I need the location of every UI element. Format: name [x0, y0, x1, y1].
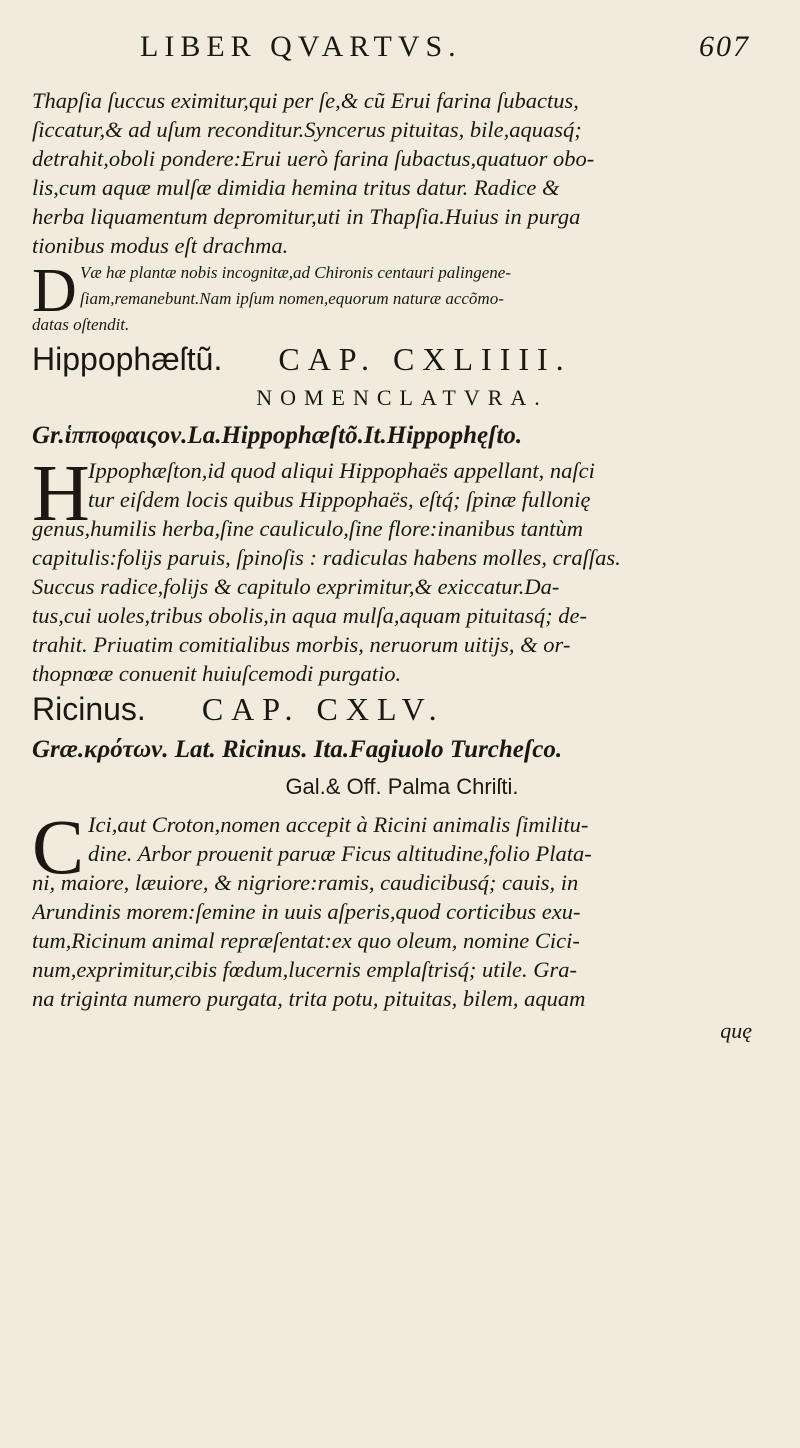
running-title: LIBER QVARTVS. [140, 30, 462, 63]
chapter-number: CAP. CXLIIII. [278, 341, 572, 377]
text-line: tus,cui uoles,tribus obolis,in aqua mulſa,aquam pituitasq́; de- [32, 603, 587, 628]
chapter-number: CAP. CXLV. [201, 691, 445, 727]
text-line: ſiam,remanebunt.Nam ipſum nomen,equorum naturæ accõmo- [80, 289, 504, 308]
text-line: Ippophæſton,id quod aliqui Hippophaës appellant, naſci [88, 458, 595, 483]
text-line: num,exprimitur,cibis fœdum,lucernis emplaſtrisq́; utile. Gra- [32, 957, 577, 982]
text-line: Thapſia ſuccus eximitur,qui per ſe,& cũ Erui farina ſubactus, [32, 88, 579, 113]
chapter-title: Hippophæſtũ. [32, 341, 223, 377]
text-line: Succus radice,folijs & capitulo exprimitur,& exiccatur.Da- [32, 574, 560, 599]
text-line: thopnœæ conuenit huiuſcemodi purgatio. [32, 661, 402, 686]
text-line: lis,cum aquæ mulſæ dimidia hemina tritus datur. Radice & [32, 175, 560, 200]
text-line: tionibus modus eſt drachma. [32, 233, 289, 258]
synonyms-line: Gr.ἱπποφαιςον.La.Hippophæſtõ.It.Hippophęſto. [32, 422, 523, 449]
thapsia-paragraph [32, 86, 772, 260]
catchword: quę [720, 1018, 752, 1043]
drop-cap: D [32, 257, 77, 325]
chapter-heading [32, 338, 772, 380]
text-line: Væ hæ plantæ nobis incognitæ,ad Chironis centauri palingene- [80, 263, 511, 282]
text-line: genus,humilis herba,ſine cauliculo,ſine flore:inanibus tantùm [32, 516, 583, 541]
text-line: trahit. Priuatim comitialibus morbis, neruorum uitijs, & or- [32, 632, 571, 657]
text-line: ſiccatur,& ad uſum reconditur.Syncerus pituitas, bile,aquasq́; [32, 117, 582, 142]
text-line: datas oſtendit. [32, 315, 130, 334]
page-body [32, 86, 772, 1049]
drop-cap: H [32, 450, 90, 538]
text-line: capitulis:folijs paruis, ſpinoſis : radiculas habens molles, craſſas. [32, 545, 621, 570]
gallic-name-line: Gal.& Off. Palma Chriſti. [285, 774, 519, 799]
chapter-title: Ricinus. [32, 691, 146, 727]
chapter-heading [32, 688, 772, 730]
text-line: Arundinis morem:ſemine in uuis aſperis,quod corticibus exu- [32, 899, 581, 924]
running-header [140, 30, 760, 70]
text-line: na triginta numero purgata, trita potu, pituitas, bilem, aquam [32, 986, 586, 1011]
text-line: detrahit,oboli pondere:Erui uerò farina ſubactus,quatuor obo- [32, 146, 595, 171]
text-line: dine. Arbor prouenit paruæ Ficus altitudine,folio Plata- [88, 841, 592, 866]
synonyms-line: Græ.κρότων. Lat. Ricinus. Ita.Fagiuolo Turcheſco. [32, 736, 563, 763]
nomenclatura-heading: NOMENCLATVRA. [256, 385, 548, 410]
ricinus-paragraph [32, 803, 772, 1013]
page-number: 607 [699, 30, 750, 63]
drop-cap: C [32, 803, 85, 890]
dva-paragraph [32, 257, 772, 338]
hippophaeston-paragraph [32, 450, 772, 688]
text-line: ni, maiore, læuiore, & nigriore:ramis, caudicibusq́; cauis, in [32, 870, 579, 895]
text-line: tur eiſdem locis quibus Hippophaës, eſtq́; ſpinæ fullonię [88, 487, 591, 512]
text-line: Ici,aut Croton,nomen accepit à Ricini animalis ſimilitu- [88, 812, 589, 837]
text-line: herba liquamentum depromitur,uti in Thapſia.Huius in purga [32, 204, 581, 229]
text-line: tum,Ricinum animal repræſentat:ex quo oleum, nomine Cici- [32, 928, 580, 953]
